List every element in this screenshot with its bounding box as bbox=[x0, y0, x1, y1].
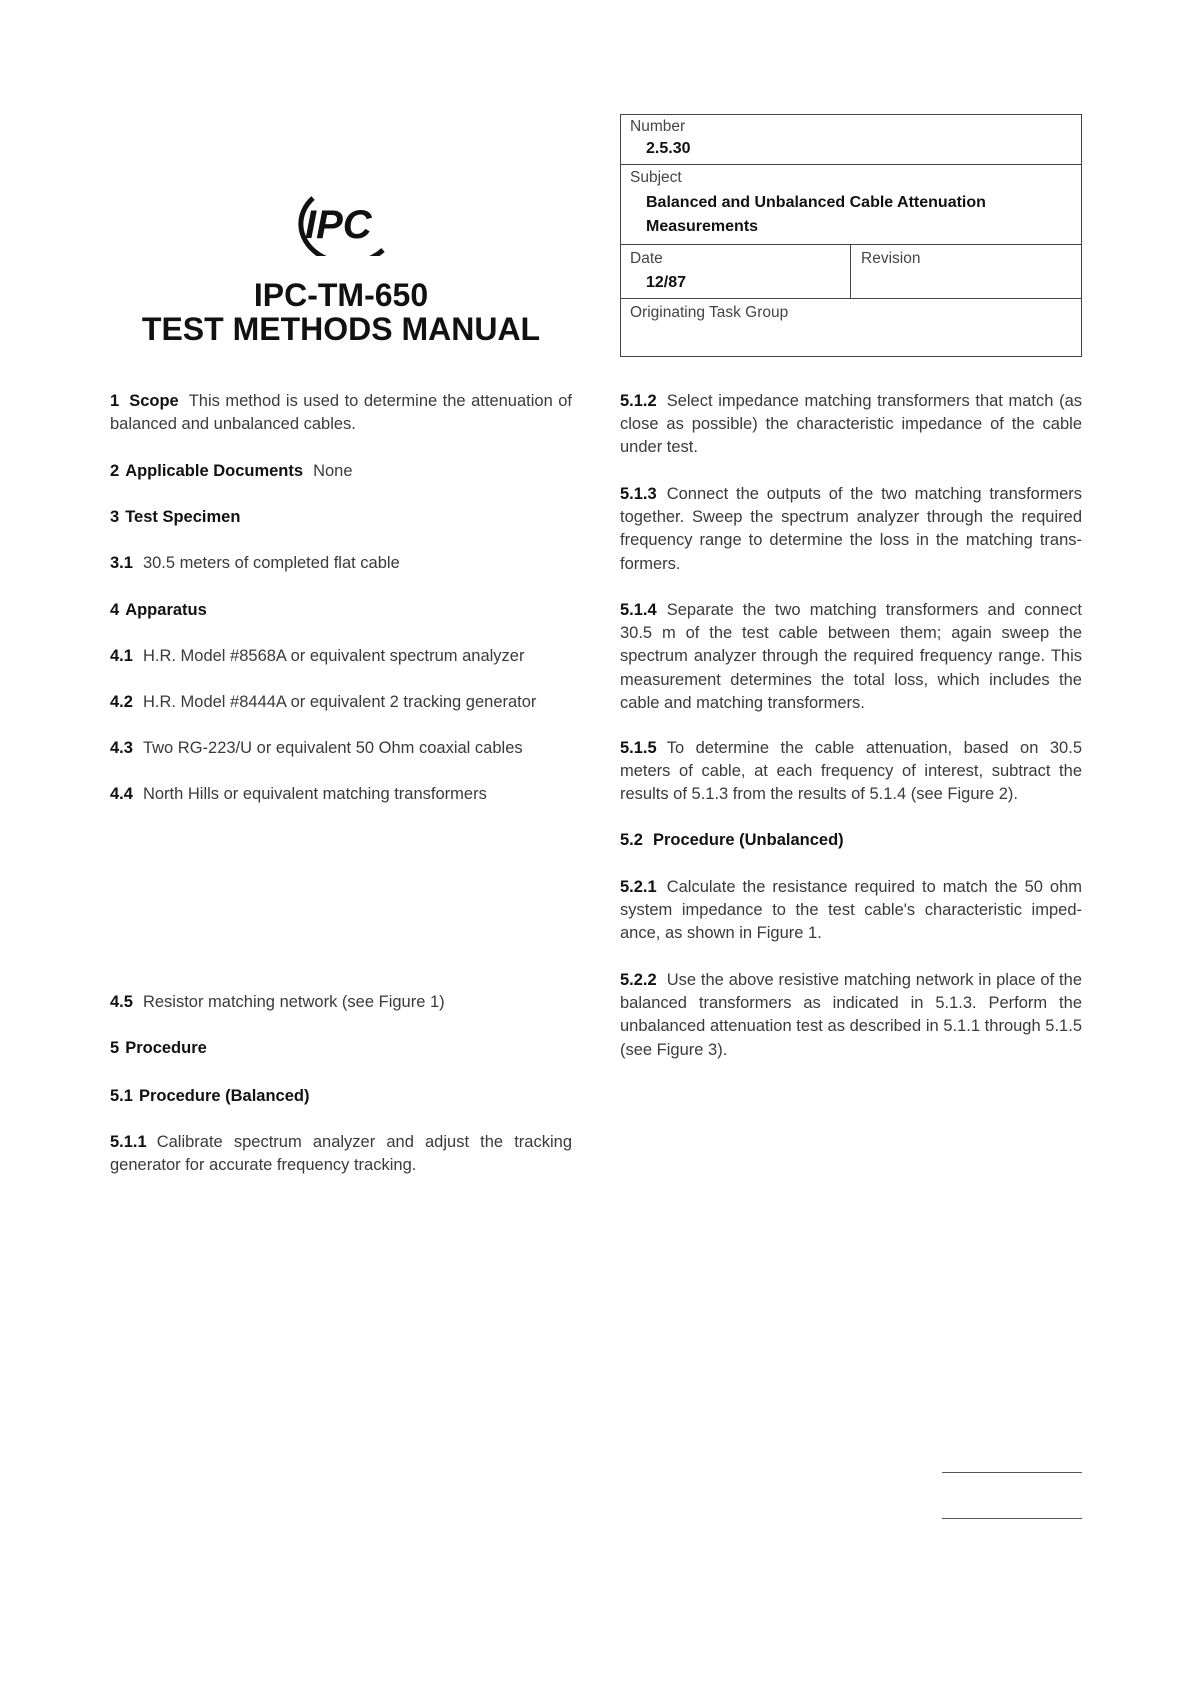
left-8-text: North Hills or equivalent matching transformers bbox=[142, 785, 487, 803]
left-6-text: H.R. Model #8444A or equivalent 2 tracking generator bbox=[142, 693, 537, 711]
right-3-num: 5.1.5 bbox=[620, 739, 657, 757]
right-0-num: 5.1.2 bbox=[620, 392, 657, 410]
left-0-num: 1 bbox=[110, 392, 120, 410]
signature-line-2 bbox=[942, 1518, 1082, 1519]
subject-label: Subject bbox=[630, 169, 682, 186]
left-1-text: None bbox=[313, 462, 353, 480]
section-4-5 bbox=[110, 991, 572, 1014]
left-3-num: 3.1 bbox=[110, 554, 133, 572]
number-value: 2.5.30 bbox=[646, 140, 691, 157]
right-3-text: To determine the cable attenuation, based on 30.5 meters of cable, at each frequency of interest, subtract the results of 5.1.3 from the results of 5.1.4 (see Figure 2). bbox=[620, 739, 1082, 804]
section-4-1 bbox=[110, 645, 572, 668]
left-5-num: 4.1 bbox=[110, 647, 133, 665]
left-0-text: This method is used to determine the attenuation of balanced and unbalanced cables. bbox=[110, 392, 572, 434]
signature-line-1 bbox=[942, 1472, 1082, 1473]
right-6-text: Use the above resistive matching network in place of the balanced transformers as indicated in 5.1.3. Perform the unbalanced attenuation test as described in 5.1.1 through 5.1.5 (see Figure 3). bbox=[620, 971, 1082, 1059]
svg-text:IPC: IPC bbox=[305, 203, 372, 247]
info-box bbox=[620, 114, 1082, 357]
subject-line1: Balanced and Unbalanced Cable Attenuation bbox=[646, 194, 986, 211]
number-row bbox=[621, 115, 1081, 165]
left-9-text: Resistor matching network (see Figure 1) bbox=[142, 993, 445, 1011]
section-5-1-4 bbox=[620, 599, 1082, 715]
section-4-3 bbox=[110, 737, 572, 760]
left-4-head: Apparatus bbox=[125, 601, 207, 619]
left-11-head: Procedure (Balanced) bbox=[138, 1087, 310, 1105]
subject-row bbox=[621, 165, 1081, 245]
left-0-head: Scope bbox=[129, 392, 179, 410]
left-6-num: 4.2 bbox=[110, 693, 133, 711]
subject-line2: Measurements bbox=[646, 218, 759, 235]
right-5-text: Calculate the resistance required to match the 50 ohm system impedance to the test cable's characteristic imped-ance, as shown in Figure 1. bbox=[620, 878, 1082, 943]
right-2-text: Separate the two matching transformers and connect 30.5 m of the test cable between them; again sweep the spectrum analyzer through the required frequency range. This measurement determines the total loss, which includes the cable and matching transformers. bbox=[620, 601, 1082, 712]
left-2-head: Test Specimen bbox=[125, 508, 241, 526]
left-7-text: Two RG-223/U or equivalent 50 Ohm coaxial cables bbox=[142, 739, 523, 757]
left-12-text: Calibrate spectrum analyzer and adjust the tracking generator for accurate frequency tracking. bbox=[110, 1133, 572, 1175]
left-1-num: 2 bbox=[110, 462, 120, 480]
right-4-num: 5.2 bbox=[620, 831, 643, 849]
left-5-text: H.R. Model #8568A or equivalent spectrum analyzer bbox=[142, 647, 525, 665]
number-label: Number bbox=[630, 118, 686, 135]
section-5-1-2 bbox=[620, 390, 1082, 460]
manual-title-line1: IPC-TM-650 bbox=[253, 277, 429, 313]
right-1-num: 5.1.3 bbox=[620, 485, 657, 503]
right-6-num: 5.2.2 bbox=[620, 971, 657, 989]
left-1-head: Applicable Documents bbox=[125, 462, 304, 480]
section-5-1 bbox=[110, 1085, 572, 1108]
section-4-4 bbox=[110, 783, 572, 806]
date-value: 12/87 bbox=[646, 274, 687, 291]
left-12-num: 5.1.1 bbox=[110, 1133, 147, 1151]
section-5-1-1 bbox=[110, 1131, 572, 1177]
date-divider bbox=[850, 245, 851, 298]
left-3-text: 30.5 meters of completed flat cable bbox=[142, 554, 400, 572]
section-5 bbox=[110, 1037, 572, 1060]
right-0-text: Select impedance matching transformers that match (as close as possible) the characteristic impedance of the cable under test. bbox=[620, 392, 1082, 457]
section-1 bbox=[110, 390, 572, 436]
section-2 bbox=[110, 460, 572, 483]
section-3-1 bbox=[110, 552, 572, 575]
right-1-text: Connect the outputs of the two matching transformers together. Sweep the spectrum analyzer through the required frequency range to determine the loss in the matching trans-formers. bbox=[620, 485, 1082, 573]
date-label: Date bbox=[630, 250, 663, 267]
section-5-2 bbox=[620, 829, 1082, 852]
left-7-num: 4.3 bbox=[110, 739, 133, 757]
ipc-logo bbox=[283, 192, 395, 256]
section-4 bbox=[110, 599, 572, 622]
left-9-num: 4.5 bbox=[110, 993, 133, 1011]
right-2-num: 5.1.4 bbox=[620, 601, 657, 619]
date-row bbox=[621, 245, 1081, 299]
section-5-1-3 bbox=[620, 483, 1082, 576]
revision-label: Revision bbox=[861, 250, 921, 267]
section-3 bbox=[110, 506, 572, 529]
task-group-label: Originating Task Group bbox=[630, 304, 789, 321]
section-4-2 bbox=[110, 691, 572, 714]
left-11-num: 5.1 bbox=[110, 1087, 133, 1105]
section-5-2-1 bbox=[620, 876, 1082, 946]
right-4-head: Procedure (Unbalanced) bbox=[652, 831, 844, 849]
left-10-head: Procedure bbox=[125, 1039, 207, 1057]
left-4-num: 4 bbox=[110, 601, 120, 619]
section-5-2-2 bbox=[620, 969, 1082, 1062]
left-8-num: 4.4 bbox=[110, 785, 133, 803]
section-5-1-5 bbox=[620, 737, 1082, 807]
manual-title-line2: TEST METHODS MANUAL bbox=[141, 311, 541, 347]
left-2-num: 3 bbox=[110, 508, 120, 526]
left-10-num: 5 bbox=[110, 1039, 120, 1057]
right-5-num: 5.2.1 bbox=[620, 878, 657, 896]
